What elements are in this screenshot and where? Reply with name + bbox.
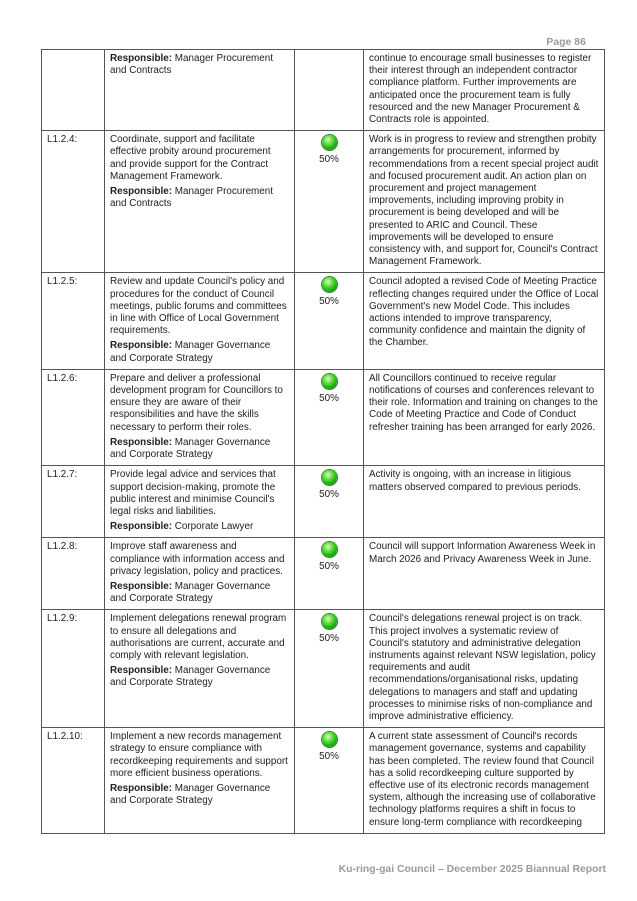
progress-percent: 50%	[319, 633, 339, 645]
progress-comment: continue to encourage small businesses to register their interest through an independent contractor compliance platform. Further improvements are anticipated once the procurement team is fully resourced and the new Manager Procurement & Contracts role is appointed.	[364, 50, 605, 131]
responsible-line	[110, 340, 289, 364]
responsible-owner: Manager Governance and Corporate Strategy	[110, 782, 271, 807]
table-row	[42, 369, 605, 465]
progress-comment: Council will support Information Awareness Week in March 2026 and Privacy Awareness Week in June.	[364, 538, 605, 610]
responsible-owner: Manager Procurement and Contracts	[110, 53, 274, 77]
responsible-owner: Manager Governance and Corporate Strategy	[110, 580, 271, 605]
action-code: L1.2.5:	[42, 273, 105, 369]
table-row	[42, 610, 605, 728]
action-description-cell	[105, 610, 295, 728]
progress-percent: 50%	[319, 296, 339, 308]
responsible-line	[110, 437, 289, 461]
responsible-label: Responsible:	[110, 340, 173, 352]
status-green-light-icon	[322, 374, 337, 389]
responsible-line	[110, 783, 289, 807]
action-code: L1.2.8:	[42, 538, 105, 610]
status-cell	[295, 369, 364, 465]
action-description-cell	[105, 728, 295, 834]
action-progress-table	[41, 49, 605, 834]
action-code: L1.2.7:	[42, 466, 105, 538]
action-text: Implement a new records management strategy to ensure compliance with recordkeeping requirements and support more efficient business operations.	[110, 731, 288, 779]
status-cell	[295, 50, 364, 131]
responsible-label: Responsible:	[110, 186, 173, 198]
status-cell	[295, 728, 364, 834]
action-code: L1.2.9:	[42, 610, 105, 728]
status-cell	[295, 273, 364, 369]
responsible-line	[110, 186, 289, 210]
responsible-line	[110, 53, 289, 77]
page-number: Page 86	[546, 36, 586, 48]
table-body	[42, 50, 605, 834]
action-description-cell	[105, 50, 295, 131]
action-text: Prepare and deliver a professional development program for Councillors to ensure they are aware of their responsibilities and have the skills necessary to perform their roles.	[110, 372, 283, 433]
action-text: Coordinate, support and facilitate effective probity around procurement and provide support for the Contract Management Framework.	[110, 134, 271, 182]
table-row	[42, 466, 605, 538]
responsible-owner: Corporate Lawyer	[174, 521, 254, 533]
table-row	[42, 273, 605, 369]
responsible-line	[110, 581, 289, 605]
action-code: L1.2.4:	[42, 131, 105, 273]
action-description-cell	[105, 131, 295, 273]
responsible-label: Responsible:	[110, 665, 173, 677]
progress-comment: A current state assessment of Council's records management governance, systems and capability has been completed. The review found that Council has a solid recordkeeping culture supported by effective use of its electronic records management system, although the increasing use of collaborative technology platforms requires a shift in focus to ensure long-term compliance with recordkeeping	[364, 728, 605, 834]
responsible-line	[110, 665, 289, 689]
status-green-light-icon	[322, 732, 337, 747]
table-row	[42, 728, 605, 834]
table-row	[42, 50, 605, 131]
progress-percent: 50%	[319, 561, 339, 573]
status-cell	[295, 610, 364, 728]
table-row	[42, 131, 605, 273]
action-code: L1.2.10:	[42, 728, 105, 834]
action-description-cell	[105, 273, 295, 369]
responsible-label: Responsible:	[110, 580, 173, 592]
progress-comment: Council's delegations renewal project is on track. This project involves a systematic review of Council's statutory and administrative delegation instruments against relevant NSW legislation, policy requirements and audit recommendations/organisational risks, updating delegations to managers and staff and updating processes to minimise risks of non-compliance and improve administrative efficiency.	[364, 610, 605, 728]
action-description-cell	[105, 466, 295, 538]
responsible-line	[110, 521, 289, 533]
progress-percent: 50%	[319, 392, 339, 404]
action-text: Provide legal advice and services that support decision-making, promote the public interest and minimise Council's legal risks and liabilities.	[110, 469, 276, 517]
status-cell	[295, 131, 364, 273]
status-green-light-icon	[322, 470, 337, 485]
action-description-cell	[105, 538, 295, 610]
status-green-light-icon	[322, 542, 337, 557]
status-cell	[295, 466, 364, 538]
responsible-owner: Manager Governance and Corporate Strategy	[110, 665, 271, 689]
table-row	[42, 538, 605, 610]
responsible-label: Responsible:	[110, 521, 173, 533]
responsible-label: Responsible:	[110, 782, 173, 794]
progress-comment: Work is in progress to review and strengthen probity arrangements for procurement, informed by recommendations from a recent special project audit and focused procurement audit. An action plan on procurement and project management improvements, including improving probity in procurement is being developed and will be presented to ARIC and Council. These improvements will be developed to ensure consistency with, and support for, Council's Contract Management Framework.	[364, 131, 605, 273]
report-footer: Ku-ring-gai Council – December 2025 Biannual Report	[338, 864, 606, 875]
action-text: Improve staff awareness and compliance with information access and privacy legislation, policy and practices.	[110, 541, 285, 577]
status-green-light-icon	[322, 135, 337, 150]
action-text: Implement delegations renewal program to ensure all delegations and authorisations are current, accurate and comply with relevant legislation.	[110, 613, 287, 661]
status-cell	[295, 538, 364, 610]
action-text: Review and update Council's policy and procedures for the conduct of Council meetings, public forums and committees in line with Office of Local Government requirements.	[110, 276, 287, 337]
responsible-label: Responsible:	[110, 436, 173, 448]
action-code	[42, 50, 105, 131]
action-description-cell	[105, 369, 295, 465]
progress-comment: All Councillors continued to receive regular notifications of courses and conferences relevant to their role. Information and training on changes to the Code of Meeting Practice and Code of Conduct refresher training has been arranged for early 2026.	[364, 369, 605, 465]
status-green-light-icon	[322, 614, 337, 629]
progress-percent: 50%	[319, 751, 339, 763]
responsible-owner: Manager Governance and Corporate Strategy	[110, 436, 271, 461]
status-green-light-icon	[322, 277, 337, 292]
responsible-label: Responsible:	[110, 53, 173, 64]
progress-percent: 50%	[319, 489, 339, 501]
progress-percent: 50%	[319, 154, 339, 166]
responsible-owner: Manager Procurement and Contracts	[110, 186, 274, 210]
progress-comment: Activity is ongoing, with an increase in litigious matters observed compared to previous periods.	[364, 466, 605, 538]
responsible-owner: Manager Governance and Corporate Strategy	[110, 340, 271, 364]
action-code: L1.2.6:	[42, 369, 105, 465]
progress-comment: Council adopted a revised Code of Meeting Practice reflecting changes required under the Office of Local Government's new Model Code. This includes actions intended to improve transparency, community confidence and maintain the dignity of the Chamber.	[364, 273, 605, 369]
